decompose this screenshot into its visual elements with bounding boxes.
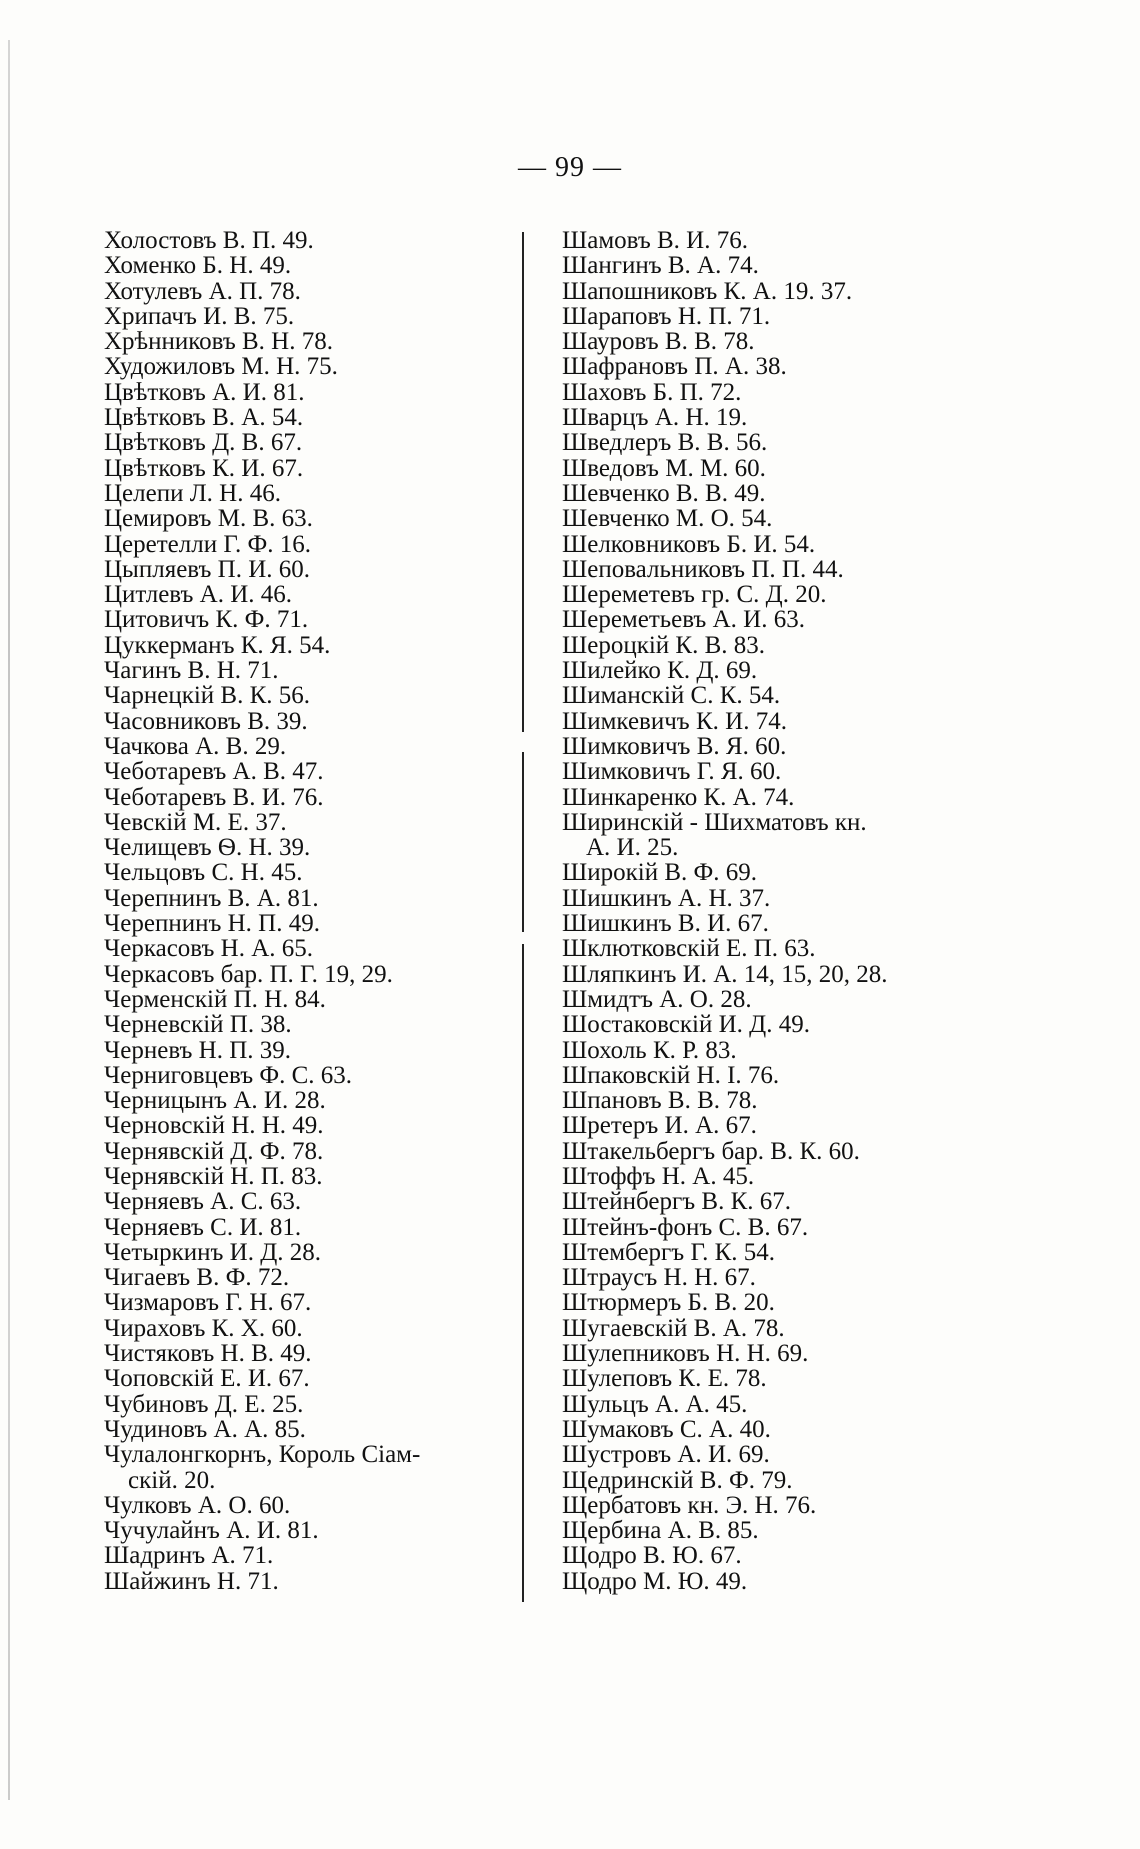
index-entry: Шишкинъ В. И. 67. xyxy=(562,910,769,938)
index-entry: Шретеръ И. А. 67. xyxy=(562,1112,757,1140)
index-entry: Шафрановъ П. А. 38. xyxy=(562,353,787,381)
index-entry: Ширинскій - Шихматовъ кн. xyxy=(562,808,867,836)
index-entry: Щербина А. В. 85. xyxy=(562,1517,759,1545)
index-entry: Чагинъ В. Н. 71. xyxy=(104,657,279,685)
index-entry: Церетелли Г. Ф. 16. xyxy=(104,530,311,558)
index-entry: Щедринскій В. Ф. 79. xyxy=(562,1466,793,1494)
index-entry: Чулалонгкорнъ, Король Сіам- xyxy=(104,1441,421,1469)
index-entry: Щодро В. Ю. 67. xyxy=(562,1542,742,1570)
index-entry: Шереметьевъ А. И. 63. xyxy=(562,606,805,634)
index-entry: Цитовичъ К. Ф. 71. xyxy=(104,606,309,634)
index-entry: Черницынъ А. И. 28. xyxy=(104,1087,326,1115)
index-entry: Широкій В. Ф. 69. xyxy=(562,859,757,887)
index-entry: Цвѣтковъ А. И. 81. xyxy=(104,378,305,406)
index-entry: Шумаковъ С. А. 40. xyxy=(562,1415,771,1443)
index-entry: Черкасовъ бар. П. Г. 19, 29. xyxy=(104,960,393,988)
index-entry: Четыркинъ И. Д. 28. xyxy=(104,1238,322,1266)
index-entry: Шпаковскій Н. І. 76. xyxy=(562,1061,780,1089)
index-entry: Черновскій Н. Н. 49. xyxy=(104,1112,324,1140)
index-entry: Шляпкинъ И. А. 14, 15, 20, 28. xyxy=(562,960,888,988)
index-entry: Чоповскій Е. И. 67. xyxy=(104,1365,310,1393)
index-entry: Черниговцевъ Ф. С. 63. xyxy=(104,1061,353,1089)
index-entry: Хрипачъ И. В. 75. xyxy=(104,302,295,330)
index-entry: Шауровъ В. В. 78. xyxy=(562,328,755,356)
index-entry: Шведовъ М. М. 60. xyxy=(562,454,766,482)
index-entry: Шустровъ А. И. 69. xyxy=(562,1441,770,1469)
index-entry: Шамовъ В. И. 76. xyxy=(562,227,748,254)
index-entry: Чеботаревъ В. И. 76. xyxy=(104,783,324,811)
column-divider xyxy=(522,232,524,1602)
index-entry: Шаховъ Б. П. 72. xyxy=(562,378,742,406)
index-entry: Шинкаренко К. А. 74. xyxy=(562,783,795,811)
index-entry: Черневъ Н. П. 39. xyxy=(104,1036,292,1064)
index-entry: Шулепниковъ Н. Н. 69. xyxy=(562,1340,809,1368)
index-column-left xyxy=(104,228,524,1594)
index-entry: Штейнъ-фонъ С. В. 67. xyxy=(562,1213,809,1241)
index-entry: Черняевъ С. И. 81. xyxy=(104,1213,302,1241)
index-entry: Щербатовъ кн. Э. Н. 76. xyxy=(562,1491,817,1519)
index-entry: Чулковъ А. О. 60. xyxy=(104,1491,291,1519)
index-entry: Чеботаревъ А. В. 47. xyxy=(104,758,324,786)
index-entry: Холостовъ В. П. 49. xyxy=(104,227,314,254)
index-entry: Шапошниковъ К. А. 19. 37. xyxy=(562,277,853,305)
index-entry: Хотулевъ А. П. 78. xyxy=(104,277,301,305)
index-entry: Хрѣнниковъ В. Н. 78. xyxy=(104,328,333,356)
index-entry: Чубиновъ Д. Е. 25. xyxy=(104,1390,304,1418)
index-entry: Чудиновъ А. А. 85. xyxy=(104,1415,306,1443)
index-entry: Чарнецкій В. К. 56. xyxy=(104,682,311,710)
index-entry: Чевскій М. Е. 37. xyxy=(104,808,287,836)
page-edge-line xyxy=(8,40,10,1800)
index-entry: Щодро М. Ю. 49. xyxy=(562,1567,748,1595)
index-entry: Шимкевичъ К. И. 74. xyxy=(562,707,787,735)
index-entry: Шклютковскій Е. П. 63. xyxy=(562,935,816,963)
index-entry: Чигаевъ В. Ф. 72. xyxy=(104,1264,290,1292)
index-entry: Шугаевскій В. А. 78. xyxy=(562,1314,785,1342)
index-entry: Шимковичъ В. Я. 60. xyxy=(562,732,787,760)
index-entry: Целепи Л. Н. 46. xyxy=(104,479,281,507)
index-entry: Шеповальниковъ П. П. 44. xyxy=(562,555,844,583)
index-entry: Цемировъ М. В. 63. xyxy=(104,505,313,533)
index-entry: Штраусъ Н. Н. 67. xyxy=(562,1264,756,1292)
index-entry: Шангинъ В. А. 74. xyxy=(562,252,759,280)
index-entry: Черкасовъ Н. А. 65. xyxy=(104,935,314,963)
index-entry: Часовниковъ В. 39. xyxy=(104,707,308,735)
index-entry: Шишкинъ А. Н. 37. xyxy=(562,884,771,912)
index-entry: Чернявскій Н. П. 83. xyxy=(104,1162,323,1190)
index-entry: Шевченко В. В. 49. xyxy=(562,479,766,507)
index-entry: Шевченко М. О. 54. xyxy=(562,505,773,533)
index-entry: Чельцовъ С. Н. 45. xyxy=(104,859,303,887)
index-entry: А. И. 25. xyxy=(586,834,679,862)
index-entry: Черепнинъ Н. П. 49. xyxy=(104,910,320,938)
index-entry: Шайжинъ Н. 71. xyxy=(104,1567,279,1595)
index-entry: Шмидтъ А. О. 28. xyxy=(562,985,752,1013)
index-entry: Цитлевъ А. И. 46. xyxy=(104,581,293,609)
index-entry: Цвѣтковъ К. И. 67. xyxy=(104,454,304,482)
index-entry: Чучулайнъ А. И. 81. xyxy=(104,1517,319,1545)
index-entry: Шелковниковъ Б. И. 54. xyxy=(562,530,816,558)
index-entry: Художиловъ М. Н. 75. xyxy=(104,353,338,381)
index-entry: Чизмаровъ Г. Н. 67. xyxy=(104,1289,312,1317)
index-entry: Шимковичъ Г. Я. 60. xyxy=(562,758,782,786)
index-entry: Шараповъ Н. П. 71. xyxy=(562,302,771,330)
index-entry: Цыпляевъ П. И. 60. xyxy=(104,555,311,583)
index-entry: Шведлеръ В. В. 56. xyxy=(562,429,768,457)
index-entry: Шероцкій К. В. 83. xyxy=(562,631,766,659)
index-entry: Чираховъ К. Х. 60. xyxy=(104,1314,303,1342)
index-entry: Челищевъ Ѳ. Н. 39. xyxy=(104,834,311,862)
index-entry: Шереметевъ гр. С. Д. 20. xyxy=(562,581,827,609)
index-entry: Цвѣтковъ В. А. 54. xyxy=(104,404,304,432)
index-entry: Шульцъ А. А. 45. xyxy=(562,1390,748,1418)
index-column-right xyxy=(562,228,982,1594)
index-entry: Цвѣтковъ Д. В. 67. xyxy=(104,429,303,457)
index-entry: Шпановъ В. В. 78. xyxy=(562,1087,758,1115)
index-entry: Шохоль К. Р. 83. xyxy=(562,1036,737,1064)
index-entry: Чернявскій Д. Ф. 78. xyxy=(104,1137,324,1165)
index-entry: Шварцъ А. Н. 19. xyxy=(562,404,748,432)
index-entry: Шадринъ А. 71. xyxy=(104,1542,274,1570)
index-entry: Шилейко К. Д. 69. xyxy=(562,657,758,685)
index-entry: Чачкова А. В. 29. xyxy=(104,732,287,760)
index-entry: Шиманскій С. К. 54. xyxy=(562,682,781,710)
index-entry: Шулеповъ К. Е. 78. xyxy=(562,1365,767,1393)
index-entry: Хоменко Б. Н. 49. xyxy=(104,252,292,280)
index-entry: Штоффъ Н. А. 45. xyxy=(562,1162,755,1190)
index-entry: Шостаковскій И. Д. 49. xyxy=(562,1011,810,1039)
index-entry: Штакельбергъ бар. В. К. 60. xyxy=(562,1137,860,1165)
index-entry: скій. 20. xyxy=(128,1466,216,1494)
index-entry: Штейнбергъ В. К. 67. xyxy=(562,1188,792,1216)
index-entry: Черепнинъ В. А. 81. xyxy=(104,884,319,912)
index-entry: Цуккерманъ К. Я. 54. xyxy=(104,631,331,659)
index-entry: Черняевъ А. С. 63. xyxy=(104,1188,302,1216)
index-entry: Черменскій П. Н. 84. xyxy=(104,985,326,1013)
index-entry: Штюрмеръ Б. В. 20. xyxy=(562,1289,775,1317)
index-entry: Чистяковъ Н. В. 49. xyxy=(104,1340,312,1368)
page-number: — 99 — xyxy=(518,152,622,183)
index-entry: Черневскій П. 38. xyxy=(104,1011,292,1039)
index-entry: Штембергъ Г. К. 54. xyxy=(562,1238,776,1266)
